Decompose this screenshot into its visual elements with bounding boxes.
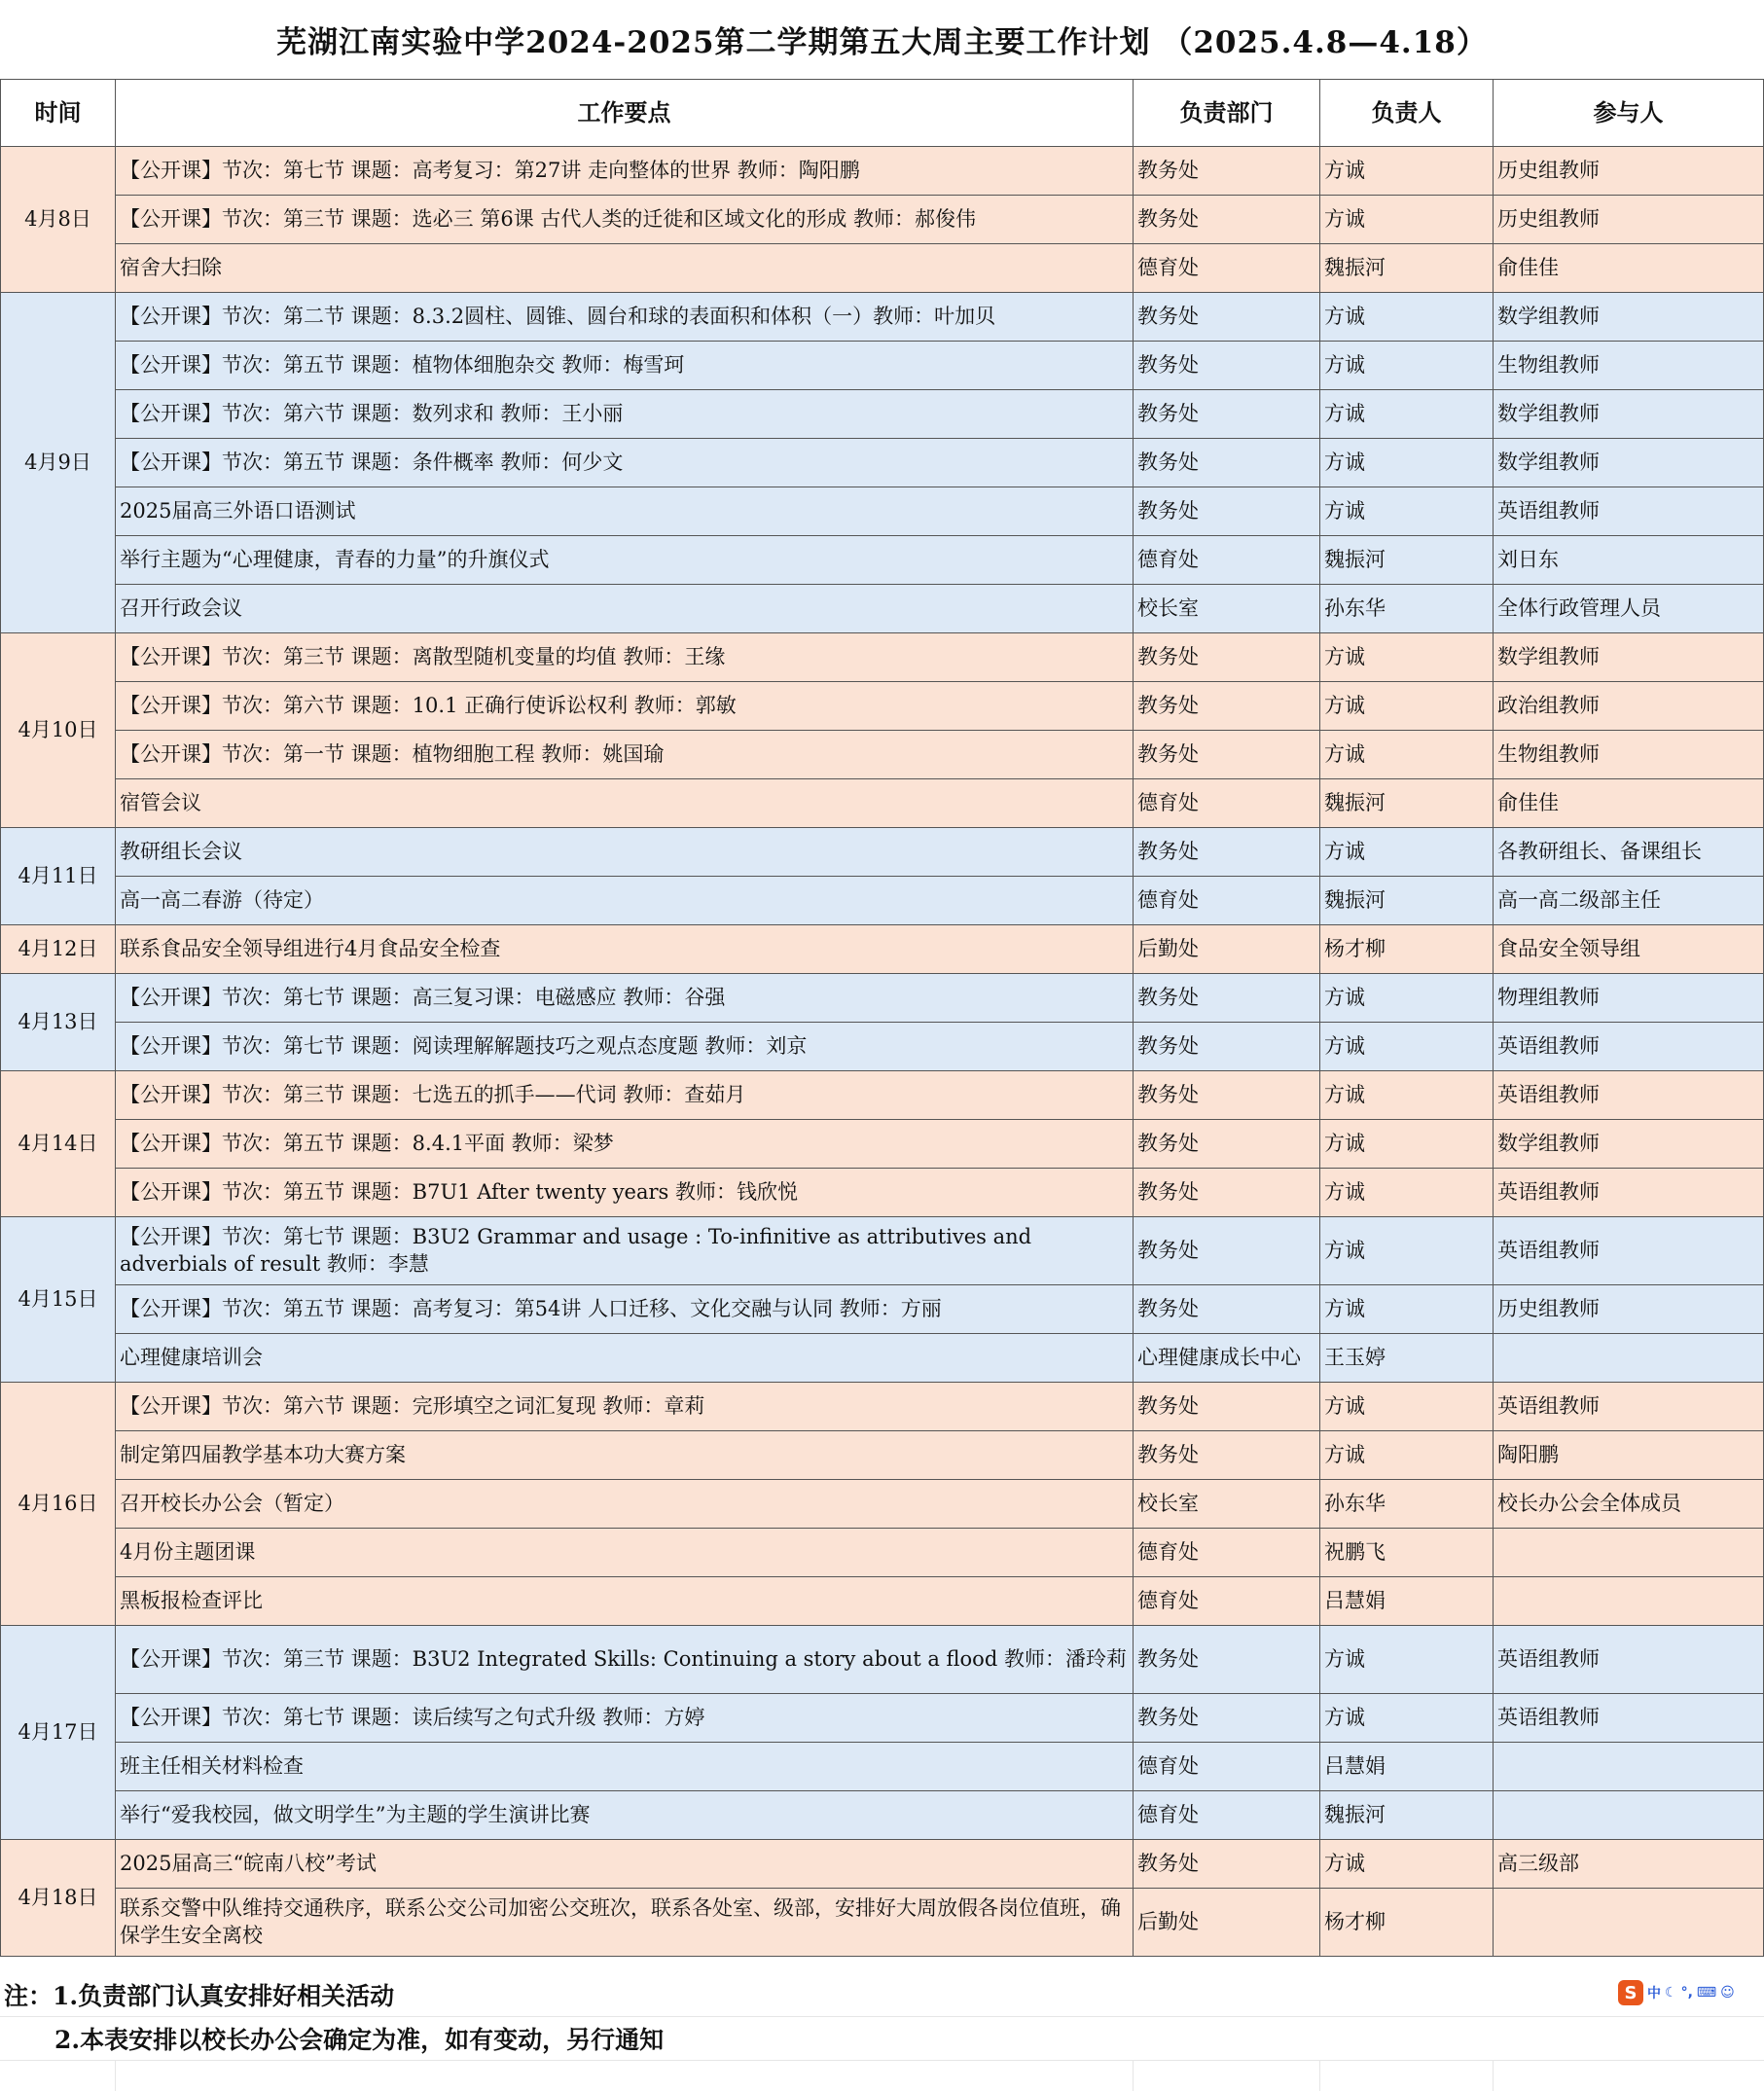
participants-cell: 全体行政管理人员 xyxy=(1494,585,1764,633)
table-row xyxy=(1,1694,1764,1743)
participants-cell: 食品安全领导组 xyxy=(1494,925,1764,974)
task-cell: 心理健康培训会 xyxy=(116,1334,1134,1383)
task-cell: 【公开课】节次：第五节 课题：条件概率 教师：何少文 xyxy=(116,439,1134,487)
task-cell: 联系食品安全领导组进行4月食品安全检查 xyxy=(116,925,1134,974)
dept-cell: 教务处 xyxy=(1134,1120,1320,1169)
lead-cell: 吕慧娟 xyxy=(1320,1577,1494,1626)
participants-cell: 数学组教师 xyxy=(1494,633,1764,682)
table-row xyxy=(1,1071,1764,1120)
task-cell: 高一高二春游（待定） xyxy=(116,877,1134,925)
date-cell: 4月11日 xyxy=(1,828,116,925)
task-cell: 【公开课】节次：第二节 课题：8.3.2圆柱、圆锥、圆台和球的表面积和体积（一）教师：叶加贝 xyxy=(116,293,1134,342)
task-cell: 【公开课】节次：第七节 课题：阅读理解解题技巧之观点态度题 教师：刘京 xyxy=(116,1023,1134,1071)
dept-cell: 教务处 xyxy=(1134,487,1320,536)
sheet-gridline xyxy=(1319,2060,1320,2091)
participants-cell: 数学组教师 xyxy=(1494,1120,1764,1169)
table-row xyxy=(1,293,1764,342)
participants-cell: 英语组教师 xyxy=(1494,1071,1764,1120)
table-row xyxy=(1,1023,1764,1071)
plan-body xyxy=(1,147,1764,1957)
participants-cell: 高一高二级部主任 xyxy=(1494,877,1764,925)
table-row xyxy=(1,731,1764,779)
task-cell: 举行主题为“心理健康，青春的力量”的升旗仪式 xyxy=(116,536,1134,585)
participants-cell: 政治组教师 xyxy=(1494,682,1764,731)
lead-cell: 杨才柳 xyxy=(1320,1889,1494,1957)
task-cell: 【公开课】节次：第七节 课题：高三复习课：电磁感应 教师：谷强 xyxy=(116,974,1134,1023)
participants-cell: 陶阳鹏 xyxy=(1494,1431,1764,1480)
table-row xyxy=(1,1285,1764,1334)
dept-cell: 德育处 xyxy=(1134,1577,1320,1626)
dept-cell: 德育处 xyxy=(1134,1791,1320,1840)
ime-toolbar[interactable] xyxy=(1618,1979,1764,2006)
dept-cell: 教务处 xyxy=(1134,196,1320,244)
lead-cell: 方诚 xyxy=(1320,147,1494,196)
dept-cell: 教务处 xyxy=(1134,633,1320,682)
lead-cell: 孙东华 xyxy=(1320,585,1494,633)
date-cell: 4月10日 xyxy=(1,633,116,828)
lead-cell: 方诚 xyxy=(1320,390,1494,439)
table-row xyxy=(1,1480,1764,1529)
participants-cell: 俞佳佳 xyxy=(1494,244,1764,293)
dept-cell: 教务处 xyxy=(1134,682,1320,731)
participants-cell: 生物组教师 xyxy=(1494,731,1764,779)
lead-cell: 方诚 xyxy=(1320,633,1494,682)
dept-cell: 教务处 xyxy=(1134,1217,1320,1285)
header-participants: 参与人 xyxy=(1494,80,1764,147)
participants-cell: 历史组教师 xyxy=(1494,1285,1764,1334)
note-2: 2.本表安排以校长办公会确定为准，如有变动，另行通知 xyxy=(54,2025,665,2054)
lead-cell: 魏振河 xyxy=(1320,877,1494,925)
dept-cell: 教务处 xyxy=(1134,1285,1320,1334)
dept-cell: 教务处 xyxy=(1134,439,1320,487)
task-cell: 【公开课】节次：第五节 课题：8.4.1平面 教师：梁梦 xyxy=(116,1120,1134,1169)
task-cell: 班主任相关材料检查 xyxy=(116,1743,1134,1791)
participants-cell xyxy=(1494,1577,1764,1626)
dept-cell: 教务处 xyxy=(1134,1383,1320,1431)
dept-cell: 教务处 xyxy=(1134,147,1320,196)
lead-cell: 方诚 xyxy=(1320,1431,1494,1480)
table-row xyxy=(1,925,1764,974)
dept-cell: 教务处 xyxy=(1134,293,1320,342)
dept-cell: 校长室 xyxy=(1134,1480,1320,1529)
date-cell: 4月18日 xyxy=(1,1840,116,1957)
dept-cell: 德育处 xyxy=(1134,779,1320,828)
page-title: 芜湖江南实验中学2024-2025第二学期第五大周主要工作计划 （2025.4.8—4.18） xyxy=(276,24,1488,60)
lead-cell: 王玉婷 xyxy=(1320,1334,1494,1383)
dept-cell: 德育处 xyxy=(1134,1529,1320,1577)
task-cell: 【公开课】节次：第五节 课题：高考复习：第54讲 人口迁移、文化交融与认同 教师：方丽 xyxy=(116,1285,1134,1334)
lead-cell: 方诚 xyxy=(1320,1285,1494,1334)
table-row xyxy=(1,1120,1764,1169)
user-icon[interactable]: ☺ xyxy=(1720,1985,1735,2001)
dept-cell: 后勤处 xyxy=(1134,1889,1320,1957)
lead-cell: 魏振河 xyxy=(1320,1791,1494,1840)
date-cell: 4月13日 xyxy=(1,974,116,1071)
dept-cell: 校长室 xyxy=(1134,585,1320,633)
task-cell: 举行“爱我校园，做文明学生”为主题的学生演讲比赛 xyxy=(116,1791,1134,1840)
task-cell: 2025届高三“皖南八校”考试 xyxy=(116,1840,1134,1889)
note-1: 注：1.负责部门认真安排好相关活动 xyxy=(4,1981,395,2010)
table-row xyxy=(1,877,1764,925)
table-row xyxy=(1,1383,1764,1431)
participants-cell: 英语组教师 xyxy=(1494,1694,1764,1743)
sheet-gridline xyxy=(0,2060,1764,2061)
dept-cell: 教务处 xyxy=(1134,1840,1320,1889)
task-cell: 【公开课】节次：第三节 课题：七选五的抓手——代词 教师：查茹月 xyxy=(116,1071,1134,1120)
table-row xyxy=(1,1743,1764,1791)
sheet-gridline xyxy=(1133,2060,1134,2091)
lead-cell: 方诚 xyxy=(1320,1217,1494,1285)
table-row xyxy=(1,390,1764,439)
task-cell: 2025届高三外语口语测试 xyxy=(116,487,1134,536)
date-cell: 4月14日 xyxy=(1,1071,116,1217)
task-cell: 【公开课】节次：第七节 课题：高考复习：第27讲 走向整体的世界 教师：陶阳鹏 xyxy=(116,147,1134,196)
ime-mode-label[interactable]: 中 xyxy=(1647,1986,1661,2001)
task-cell: 【公开课】节次：第五节 课题：植物体细胞杂交 教师：梅雪珂 xyxy=(116,342,1134,390)
table-row xyxy=(1,1577,1764,1626)
lead-cell: 方诚 xyxy=(1320,196,1494,244)
participants-cell: 英语组教师 xyxy=(1494,1023,1764,1071)
task-cell: 联系交警中队维持交通秩序，联系公交公司加密公交班次，联系各处室、级部，安排好大周放假各岗位值班，确保学生安全离校 xyxy=(116,1889,1134,1957)
table-row xyxy=(1,779,1764,828)
lead-cell: 方诚 xyxy=(1320,731,1494,779)
lead-cell: 杨才柳 xyxy=(1320,925,1494,974)
table-row xyxy=(1,1431,1764,1480)
sheet-gridline xyxy=(1493,2060,1494,2091)
dept-cell: 教务处 xyxy=(1134,1071,1320,1120)
header-dept: 负责部门 xyxy=(1134,80,1320,147)
task-cell: 【公开课】节次：第七节 课题：B3U2 Grammar and usage : To-infinitive as attributives and adverbials of result 教师：李慧 xyxy=(116,1217,1134,1285)
keyboard-icon[interactable]: ⌨ xyxy=(1696,1985,1717,2001)
lead-cell: 方诚 xyxy=(1320,1840,1494,1889)
participants-cell xyxy=(1494,1334,1764,1383)
table-row xyxy=(1,1334,1764,1383)
table-row xyxy=(1,342,1764,390)
date-cell: 4月9日 xyxy=(1,293,116,633)
participants-cell: 数学组教师 xyxy=(1494,390,1764,439)
task-cell: 召开行政会议 xyxy=(116,585,1134,633)
dept-cell: 教务处 xyxy=(1134,974,1320,1023)
task-cell: 【公开课】节次：第五节 课题：B7U1 After twenty years 教师：钱欣悦 xyxy=(116,1169,1134,1217)
lead-cell: 魏振河 xyxy=(1320,536,1494,585)
moon-icon[interactable]: ☾ xyxy=(1665,1985,1677,2001)
dept-cell: 教务处 xyxy=(1134,1431,1320,1480)
dept-cell: 后勤处 xyxy=(1134,925,1320,974)
lead-cell: 魏振河 xyxy=(1320,244,1494,293)
dept-cell: 德育处 xyxy=(1134,244,1320,293)
table-row xyxy=(1,1169,1764,1217)
punctuation-icon[interactable]: °, xyxy=(1680,1985,1693,2001)
lead-cell: 方诚 xyxy=(1320,1071,1494,1120)
header-task: 工作要点 xyxy=(116,80,1134,147)
dept-cell: 教务处 xyxy=(1134,342,1320,390)
table-row xyxy=(1,147,1764,196)
task-cell: 宿管会议 xyxy=(116,779,1134,828)
participants-cell: 英语组教师 xyxy=(1494,1383,1764,1431)
dept-cell: 教务处 xyxy=(1134,731,1320,779)
table-row xyxy=(1,439,1764,487)
ime-logo-icon[interactable]: S xyxy=(1618,1980,1643,2005)
lead-cell: 魏振河 xyxy=(1320,779,1494,828)
date-cell: 4月16日 xyxy=(1,1383,116,1626)
task-cell: 黑板报检查评比 xyxy=(116,1577,1134,1626)
task-cell: 【公开课】节次：第七节 课题：读后续写之句式升级 教师：方婷 xyxy=(116,1694,1134,1743)
participants-cell xyxy=(1494,1791,1764,1840)
lead-cell: 方诚 xyxy=(1320,1120,1494,1169)
participants-cell: 物理组教师 xyxy=(1494,974,1764,1023)
participants-cell xyxy=(1494,1529,1764,1577)
participants-cell: 生物组教师 xyxy=(1494,342,1764,390)
dept-cell: 教务处 xyxy=(1134,1023,1320,1071)
lead-cell: 方诚 xyxy=(1320,342,1494,390)
participants-cell: 数学组教师 xyxy=(1494,439,1764,487)
lead-cell: 方诚 xyxy=(1320,828,1494,877)
lead-cell: 祝鹏飞 xyxy=(1320,1529,1494,1577)
task-cell: 【公开课】节次：第三节 课题：选必三 第6课 古代人类的迁徙和区域文化的形成 教师：郝俊伟 xyxy=(116,196,1134,244)
dept-cell: 心理健康成长中心 xyxy=(1134,1334,1320,1383)
task-cell: 【公开课】节次：第六节 课题：完形填空之词汇复现 教师：章莉 xyxy=(116,1383,1134,1431)
participants-cell: 历史组教师 xyxy=(1494,196,1764,244)
participants-cell: 英语组教师 xyxy=(1494,1626,1764,1694)
table-row xyxy=(1,1889,1764,1957)
task-cell: 【公开课】节次：第三节 课题：离散型随机变量的均值 教师：王缘 xyxy=(116,633,1134,682)
participants-cell: 各教研组长、备课组长 xyxy=(1494,828,1764,877)
participants-cell: 刘日东 xyxy=(1494,536,1764,585)
lead-cell: 吕慧娟 xyxy=(1320,1743,1494,1791)
date-cell: 4月17日 xyxy=(1,1626,116,1840)
participants-cell: 高三级部 xyxy=(1494,1840,1764,1889)
table-row xyxy=(1,1626,1764,1694)
participants-cell xyxy=(1494,1889,1764,1957)
task-cell: 教研组长会议 xyxy=(116,828,1134,877)
work-plan-table xyxy=(0,79,1764,1957)
lead-cell: 方诚 xyxy=(1320,439,1494,487)
table-row xyxy=(1,1529,1764,1577)
dept-cell: 教务处 xyxy=(1134,828,1320,877)
task-cell: 召开校长办公会（暂定） xyxy=(116,1480,1134,1529)
participants-cell xyxy=(1494,1743,1764,1791)
task-cell: 【公开课】节次：第六节 课题：数列求和 教师：王小丽 xyxy=(116,390,1134,439)
table-row xyxy=(1,536,1764,585)
table-row xyxy=(1,244,1764,293)
lead-cell: 孙东华 xyxy=(1320,1480,1494,1529)
table-row xyxy=(1,633,1764,682)
task-cell: 【公开课】节次：第一节 课题：植物细胞工程 教师：姚国瑜 xyxy=(116,731,1134,779)
task-cell: 【公开课】节次：第六节 课题：10.1 正确行使诉讼权利 教师：郭敏 xyxy=(116,682,1134,731)
table-row xyxy=(1,1791,1764,1840)
table-row xyxy=(1,585,1764,633)
lead-cell: 方诚 xyxy=(1320,293,1494,342)
table-row xyxy=(1,1217,1764,1285)
dept-cell: 教务处 xyxy=(1134,1626,1320,1694)
sheet-gridline xyxy=(0,2016,1764,2017)
table-row xyxy=(1,682,1764,731)
lead-cell: 方诚 xyxy=(1320,974,1494,1023)
participants-cell: 英语组教师 xyxy=(1494,1217,1764,1285)
header-lead: 负责人 xyxy=(1320,80,1494,147)
lead-cell: 方诚 xyxy=(1320,487,1494,536)
dept-cell: 德育处 xyxy=(1134,536,1320,585)
table-row xyxy=(1,196,1764,244)
lead-cell: 方诚 xyxy=(1320,1169,1494,1217)
lead-cell: 方诚 xyxy=(1320,682,1494,731)
sheet-gridline xyxy=(115,2060,116,2091)
dept-cell: 教务处 xyxy=(1134,1169,1320,1217)
task-cell: 宿舍大扫除 xyxy=(116,244,1134,293)
task-cell: 【公开课】节次：第三节 课题：B3U2 Integrated Skills: Continuing a story about a flood 教师：潘玲莉 xyxy=(116,1626,1134,1694)
participants-cell: 历史组教师 xyxy=(1494,147,1764,196)
dept-cell: 德育处 xyxy=(1134,877,1320,925)
date-cell: 4月12日 xyxy=(1,925,116,974)
task-cell: 制定第四届教学基本功大赛方案 xyxy=(116,1431,1134,1480)
dept-cell: 教务处 xyxy=(1134,390,1320,439)
table-row xyxy=(1,1840,1764,1889)
date-cell: 4月15日 xyxy=(1,1217,116,1383)
header-row xyxy=(1,80,1764,147)
header-date: 时间 xyxy=(1,80,116,147)
table-row xyxy=(1,828,1764,877)
task-cell: 4月份主题团课 xyxy=(116,1529,1134,1577)
lead-cell: 方诚 xyxy=(1320,1694,1494,1743)
lead-cell: 方诚 xyxy=(1320,1383,1494,1431)
lead-cell: 方诚 xyxy=(1320,1023,1494,1071)
lead-cell: 方诚 xyxy=(1320,1626,1494,1694)
participants-cell: 数学组教师 xyxy=(1494,293,1764,342)
participants-cell: 校长办公会全体成员 xyxy=(1494,1480,1764,1529)
table-row xyxy=(1,487,1764,536)
participants-cell: 俞佳佳 xyxy=(1494,779,1764,828)
date-cell: 4月8日 xyxy=(1,147,116,293)
dept-cell: 教务处 xyxy=(1134,1694,1320,1743)
participants-cell: 英语组教师 xyxy=(1494,487,1764,536)
participants-cell: 英语组教师 xyxy=(1494,1169,1764,1217)
dept-cell: 德育处 xyxy=(1134,1743,1320,1791)
table-row xyxy=(1,974,1764,1023)
